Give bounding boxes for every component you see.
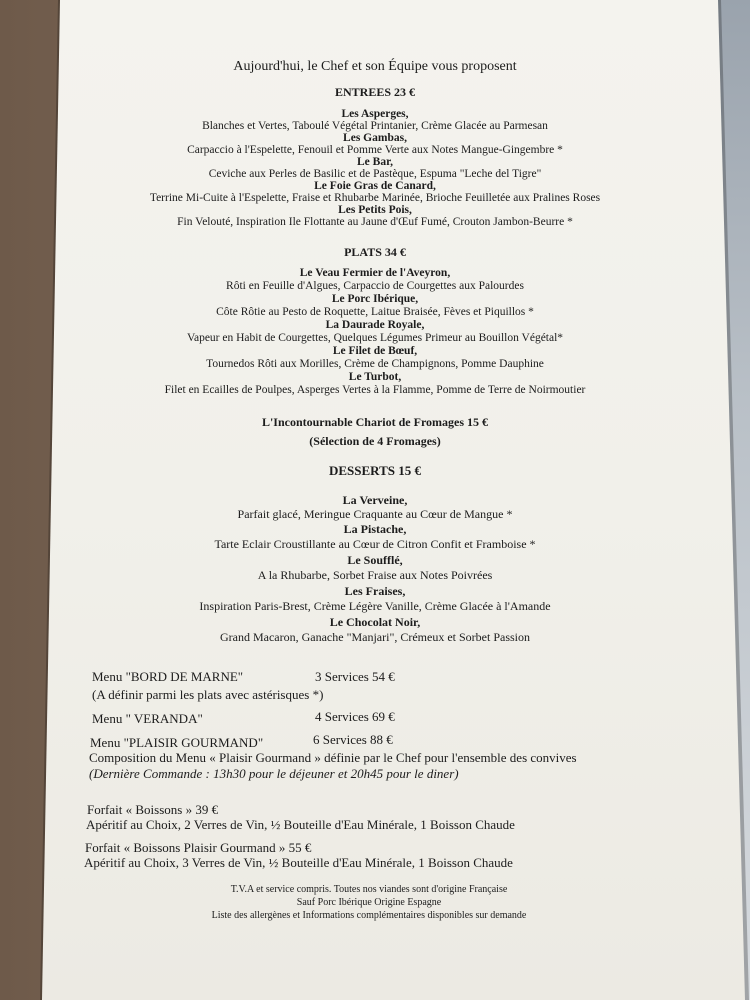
dessert-desc: Inspiration Paris-Brest, Crème Légère Vanille, Crème Glacée à l'Amande [199, 599, 551, 613]
menu-note: (A définir parmi les plats avec astérisques *) [92, 687, 324, 702]
menu-note: (Dernière Commande : 13h30 pour le déjeuner et 20h45 pour le diner) [89, 766, 459, 781]
entrees-title: ENTREES 23 € [334, 85, 416, 99]
fromages-subtitle: (Sélection de 4 Fromages) [309, 434, 441, 448]
plat-name: Le Veau Fermier de l'Aveyron, [299, 267, 451, 279]
footer-line: T.V.A et service compris. Toutes nos viandes sont d'origine Française [230, 884, 508, 895]
menu-price: 4 Services 69 € [315, 709, 395, 724]
dessert-desc: A la Rhubarbe, Sorbet Fraise aux Notes Poivrées [257, 568, 493, 582]
entree-desc: Blanches et Vertes, Taboulé Végétal Printanier, Crème Glacée au Parmesan [202, 120, 548, 132]
plat-name: Le Filet de Bœuf, [332, 345, 418, 357]
plat-name: Le Porc Ibérique, [331, 293, 419, 305]
forfait-name: Forfait « Boissons Plaisir Gourmand » 55 € [85, 840, 312, 855]
entree-desc: Ceviche aux Perles de Basilic et de Pastèque, Espuma "Leche del Tigre" [208, 168, 542, 180]
dessert-name: La Verveine, [342, 493, 408, 507]
dessert-name: La Pistache, [343, 522, 407, 536]
dessert-name: Le Soufflé, [347, 553, 403, 567]
dessert-name: Les Fraises, [344, 584, 406, 598]
entree-desc: Terrine Mi-Cuite à l'Espelette, Fraise et Rhubarbe Marinée, Brioche Feuilletée aux Pralines Roses [149, 192, 601, 204]
dessert-desc: Parfait glacé, Meringue Craquante au Cœur de Mangue * [237, 507, 513, 521]
plat-desc: Filet en Ecailles de Poulpes, Asperges Vertes à la Flamme, Pomme de Terre de Noirmoutier [164, 384, 586, 396]
entree-name: Le Bar, [357, 156, 393, 168]
entree-name: Les Asperges, [341, 108, 409, 120]
forfait-desc: Apéritif au Choix, 3 Verres de Vin, ½ Bouteille d'Eau Minérale, 1 Boisson Chaude [84, 855, 513, 870]
menu-price: 6 Services 88 € [313, 732, 393, 747]
dessert-desc: Grand Macaron, Ganache "Manjari", Crémeux et Sorbet Passion [219, 630, 531, 644]
entree-desc: Carpaccio à l'Espelette, Fenouil et Pomme Verte aux Notes Mangue-Gingembre * [187, 144, 563, 156]
menu-name: Menu " VERANDA" [92, 711, 203, 726]
entree-name: Les Petits Pois, [338, 204, 412, 216]
entree-name: Le Foie Gras de Canard, [314, 180, 436, 192]
entree-desc: Fin Velouté, Inspiration Ile Flottante au Jaune d'Œuf Fumé, Crouton Jambon-Beurre * [177, 216, 573, 228]
forfait-desc: Apéritif au Choix, 2 Verres de Vin, ½ Bouteille d'Eau Minérale, 1 Boisson Chaude [86, 817, 515, 832]
entree-name: Les Gambas, [343, 132, 407, 144]
menu-name: Menu "PLAISIR GOURMAND" [90, 735, 264, 750]
dessert-desc: Tarte Eclair Croustillante au Cœur de Citron Confit et Framboise * [214, 537, 536, 551]
plat-desc: Côte Rôtie au Pesto de Roquette, Laitue Braisée, Fèves et Piquillos * [216, 306, 534, 318]
plats-title: PLATS 34 € [344, 245, 406, 259]
desserts-title: DESSERTS 15 € [328, 463, 422, 478]
footer-line: Sauf Porc Ibérique Origine Espagne [296, 897, 442, 908]
plat-desc: Tournedos Rôti aux Morilles, Crème de Champignons, Pomme Dauphine [206, 358, 544, 370]
plat-desc: Vapeur en Habit de Courgettes, Quelques Légumes Primeur au Bouillon Végétal* [186, 332, 564, 344]
plat-name: Le Turbot, [348, 371, 402, 383]
forfait-name: Forfait « Boissons » 39 € [87, 802, 219, 817]
plat-name: La Daurade Royale, [325, 319, 425, 331]
plat-desc: Rôti en Feuille d'Algues, Carpaccio de Courgettes aux Palourdes [226, 280, 524, 292]
dessert-name: Le Chocolat Noir, [329, 615, 421, 629]
menu-price: 3 Services 54 € [315, 669, 395, 684]
menu-note: Composition du Menu « Plaisir Gourmand » définie par le Chef pour l'ensemble des convives [89, 750, 577, 765]
fromages-title: L'Incontournable Chariot de Fromages 15 € [261, 415, 489, 429]
intro-text: Aujourd'hui, le Chef et son Équipe vous proposent [233, 59, 517, 74]
menu-name: Menu "BORD DE MARNE" [92, 669, 244, 684]
footer-line: Liste des allergènes et Informations complémentaires disponibles sur demande [211, 910, 527, 921]
